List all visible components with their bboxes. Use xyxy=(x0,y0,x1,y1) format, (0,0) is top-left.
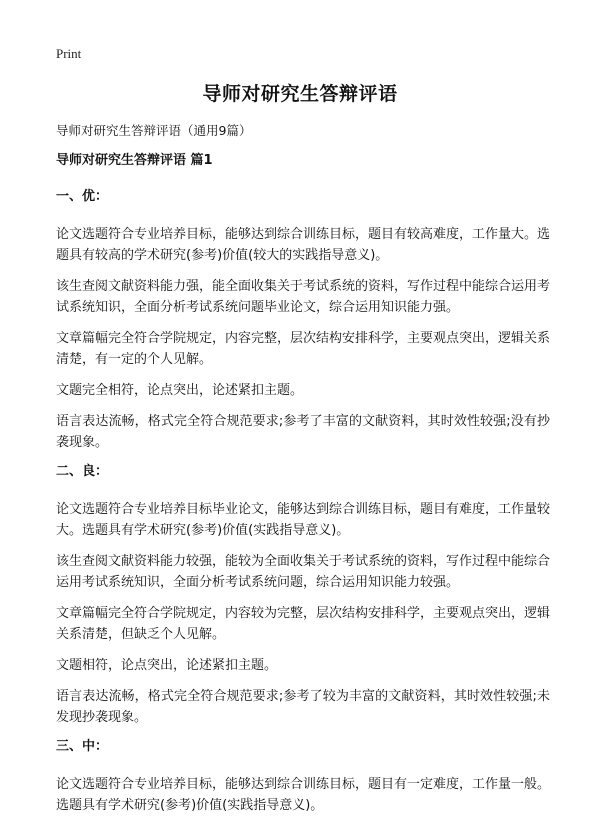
paragraph: 文章篇幅完全符合学院规定，内容完整，层次结构安排科学，主要观点突出，逻辑关系清楚，有一定的个人见解。 xyxy=(56,331,551,367)
paragraph: 论文选题符合专业培养目标，能够达到综合训练目标，题目有较高难度，工作量大。选题具有较高的学术研究(参考)价值(较大的实践指导意义)。 xyxy=(56,227,551,263)
grade-heading-average: 三、中： xyxy=(56,739,109,754)
paragraph: 语言表达流畅，格式完全符合规范要求;参考了较为丰富的文献资料，其时效性较强;未发现抄袭现象。 xyxy=(56,689,550,725)
paragraph: 文章篇幅完全符合学院规定，内容较为完整，层次结构安排科学，主要观点突出，逻辑关系清楚，但缺乏个人见解。 xyxy=(56,606,551,642)
paragraph: 该生查阅文献资料能力强，能全面收集关于考试系统的资料，写作过程中能综合运用考试系统知识，全面分析考试系统问题毕业论文，综合运用知识能力强。 xyxy=(56,279,551,315)
print-link[interactable]: Print xyxy=(56,46,82,61)
section-heading: 导师对研究生答辩评语 篇1 xyxy=(56,153,213,168)
paragraph: 语言表达流畅，格式完全符合规范要求;参考了丰富的文献资料，其时效性较强;没有抄袭现象。 xyxy=(56,414,550,450)
page-title: 导师对研究生答辩评语 xyxy=(202,83,398,105)
paragraph: 该生查阅文献资料能力较强，能较为全面收集关于考试系统的资料，写作过程中能综合运用考试系统知识，全面分析考试系统问题，综合运用知识能力较强。 xyxy=(56,554,551,590)
document-subtitle: 导师对研究生答辩评语（通用9篇） xyxy=(56,123,252,138)
paragraph: 论文选题符合专业培养目标，能够达到综合训练目标，题目有一定难度，工作量一般。选题具有学术研究(参考)价值(实践指导意义)。 xyxy=(56,777,551,813)
grade-heading-excellent: 一、优： xyxy=(56,189,109,204)
document-content xyxy=(56,152,550,826)
grade-heading-good: 二、良： xyxy=(56,464,109,479)
paragraph: 文题完全相符，论点突出，论述紧扣主题。 xyxy=(56,383,304,398)
paragraph: 论文选题符合专业培养目标毕业论文，能够达到综合训练目标，题目有难度，工作量较大。选题具有学术研究(参考)价值(实践指导意义)。 xyxy=(56,502,551,538)
paragraph: 文题相符，论点突出，论述紧扣主题。 xyxy=(56,658,278,673)
